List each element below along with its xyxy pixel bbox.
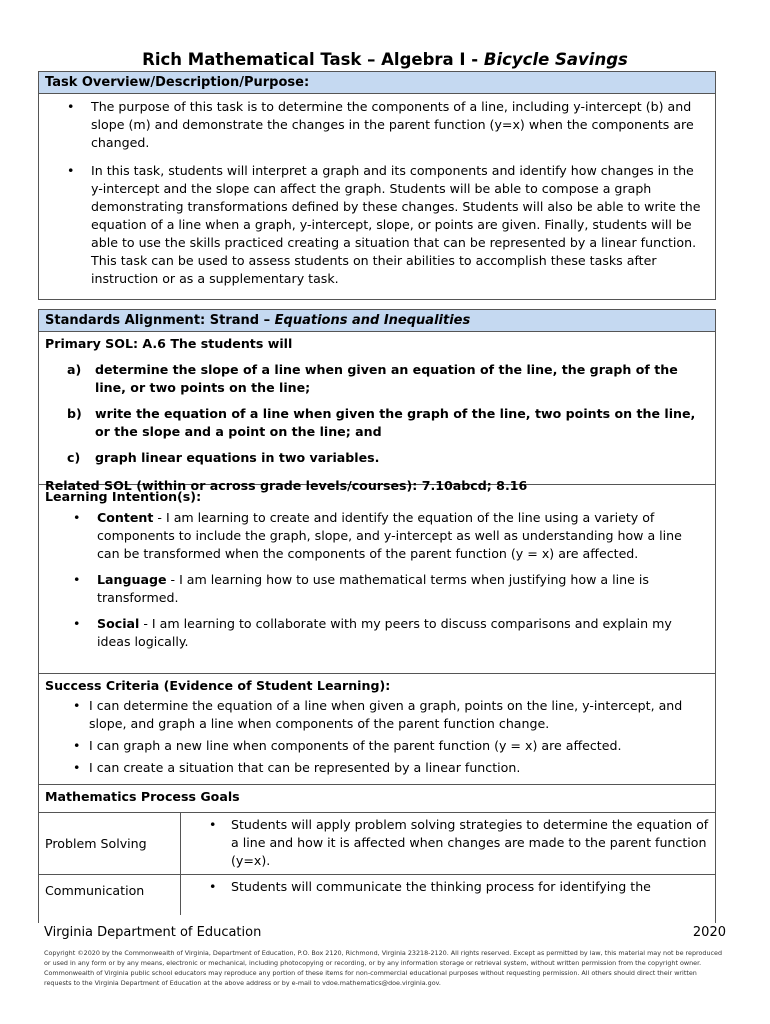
sol-item: c) graph linear equations in two variables. — [67, 450, 380, 465]
success-item: • I can determine the equation of a line when given a graph, points on the line, y-intercept, and slope, and graph a line when components of the parent function change. — [45, 697, 709, 733]
page-title: Rich Mathematical Task – Algebra I - Bicycle Savings — [142, 50, 628, 69]
process-goals-header: Mathematics Process Goals — [39, 785, 715, 813]
process-goal-row — [39, 813, 715, 875]
process-goal-label: Problem Solving — [39, 813, 181, 874]
overview-header: Task Overview/Description/Purpose: — [39, 72, 715, 94]
sol-item: b) write the equation of a line when given the graph of the line, two points on the line, or the slope and a point on the line; and — [67, 406, 696, 439]
footer-dept: Virginia Department of Education — [44, 925, 262, 940]
process-goal-text: • Students will communicate the thinking process for identifying the — [181, 875, 715, 915]
overview-bullet: • The purpose of this task is to determine the components of a line, including y-intercept (b) and slope (m) and demonstrate the changes in the parent function (y=x) when the components are changed. — [39, 98, 715, 152]
copyright-notice: Copyright ©2020 by the Commonwealth of Virginia, Department of Education, P.O. Box 2120, Richmond, Virginia 23218-2120. All rights reserved. Except as permitted by law, this material may not be reproduced or used in any form or by any means, electronic or mechanical, including photocopying or recording, or by any information storage or retrieval system, without written permission from the copyright owner. Commonwealth of Virginia public school educators may reproduce any portion of these items for non-commercial educational purposes without requesting permission. All others should direct their written requests to the Virginia Department of Education at the above address or by e-mail to vdoe.mathematics@doe.virginia.gov. — [44, 949, 723, 987]
overview-list — [39, 98, 715, 288]
success-list — [45, 697, 709, 777]
overview-bullet: • In this task, students will interpret a graph and its components and identify how changes in the y-intercept and the slope can affect the graph. Students will be able to compose a graph demonstrating transformations defined by these changes. Students will also be able to write the equation of a line when a graph, y-intercept, slope, or points are given. Finally, students will be able to use the skills practiced creating a situation that can be represented by a linear function. This task can be used to assess students on their abilities to accomplish these tasks after instruction or as a supplementary task. — [39, 162, 715, 288]
process-goal-text: • Students will apply problem solving strategies to determine the equation of a line and how it is affected when changes are made to the parent function (y=x). — [181, 813, 715, 874]
learning-item-content: • Content - I am learning to create and identify the equation of the line using a variety of components to include the graph, slope, and y-intercept as well as understanding how a line can be transformed when the components of the parent function (y = x) are affected. — [45, 509, 709, 563]
learning-intentions — [39, 485, 715, 674]
sol-item: a) determine the slope of a line when given an equation of the line, the graph of the line, or two points on the line; — [67, 362, 678, 395]
learning-list — [45, 509, 709, 651]
task-overview-section — [38, 71, 716, 300]
sol-list — [45, 361, 709, 467]
learning-item-language: • Language - I am learning how to use mathematical terms when justifying how a line is transformed. — [45, 571, 709, 607]
related-sol: Related SOL (within or across grade levels/courses): 7.10abcd; 8.16 — [45, 478, 528, 493]
success-item: • I can create a situation that can be represented by a linear function. — [45, 759, 709, 777]
success-item: • I can graph a new line when components of the parent function (y = x) are affected. — [45, 737, 709, 755]
footer-year: 2020 — [692, 925, 726, 940]
learning-header: Learning Intention(s): — [45, 489, 202, 504]
learning-item-social: • Social - I am learning to collaborate with my peers to discuss comparisons and explain my ideas logically. — [45, 615, 709, 651]
primary-sol: Primary SOL: A.6 The students will — [45, 336, 293, 351]
page-footer — [44, 925, 726, 940]
success-header: Success Criteria (Evidence of Student Learning): — [45, 678, 391, 693]
standards-section — [38, 309, 716, 923]
success-criteria — [39, 674, 715, 785]
process-goal-label: Communication — [39, 875, 181, 915]
process-goal-row — [39, 875, 715, 915]
standards-header: Standards Alignment: Strand – Equations and Inequalities — [39, 310, 715, 332]
primary-sol-block — [39, 332, 715, 493]
